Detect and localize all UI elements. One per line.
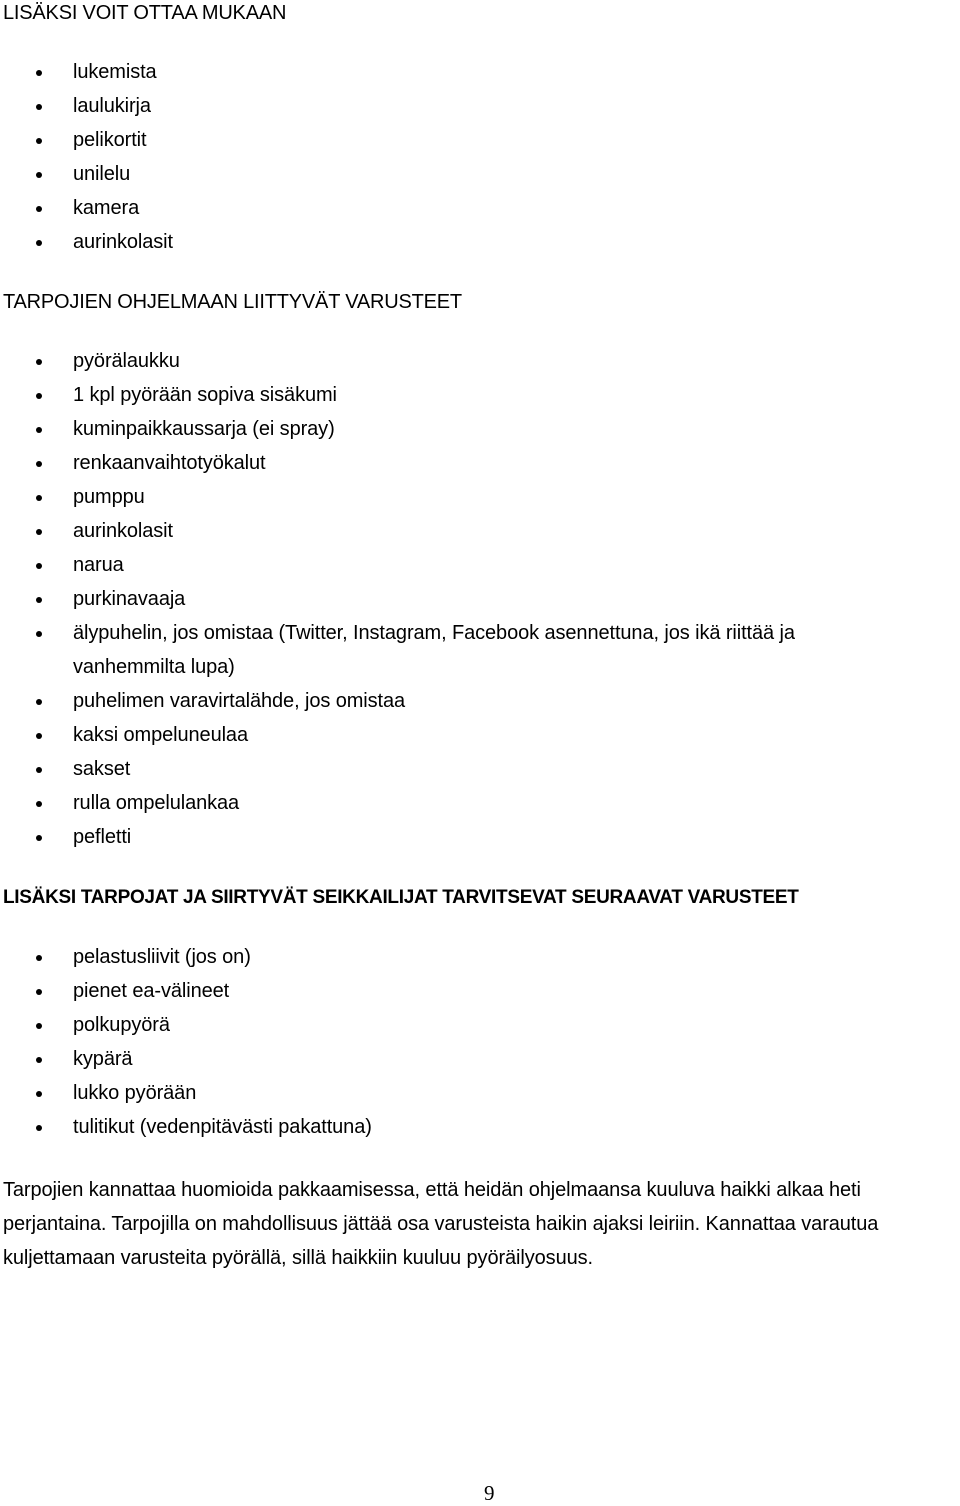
bullet-icon	[36, 1057, 42, 1063]
tarpoja-gear-list	[0, 344, 960, 854]
list-item: pefletti	[0, 820, 960, 854]
list-item: renkaanvaihtotyökalut	[0, 446, 960, 480]
bullet-icon	[36, 104, 42, 110]
list-item: kuminpaikkaussarja (ei spray)	[0, 412, 960, 446]
list-item: pumppu	[0, 480, 960, 514]
bullet-icon	[36, 835, 42, 841]
list-item: kaksi ompeluneulaa	[0, 718, 960, 752]
bullet-icon	[36, 240, 42, 246]
bullet-icon	[36, 359, 42, 365]
list-item: sakset	[0, 752, 960, 786]
list-item: puhelimen varavirtalähde, jos omistaa	[0, 684, 960, 718]
list-item: purkinavaaja	[0, 582, 960, 616]
list-item: kamera	[0, 191, 960, 225]
list-item: pyörälaukku	[0, 344, 960, 378]
list-item: aurinkolasit	[0, 225, 960, 259]
bullet-icon	[36, 206, 42, 212]
list-item: lukko pyörään	[0, 1076, 960, 1110]
list-item: pelastusliivit (jos on)	[0, 940, 960, 974]
section-heading-additional-gear: LISÄKSI TARPOJAT JA SIIRTYVÄT SEIKKAILIJAT TARVITSEVAT SEURAAVAT VARUSTEET	[3, 887, 799, 908]
list-item: lukemista	[0, 55, 960, 89]
list-item: laulukirja	[0, 89, 960, 123]
bullet-icon	[36, 801, 42, 807]
bullet-icon	[36, 529, 42, 535]
list-item: narua	[0, 548, 960, 582]
list-item: tulitikut (vedenpitävästi pakattuna)	[0, 1110, 960, 1144]
list-item: aurinkolasit	[0, 514, 960, 548]
list-item: pienet ea-välineet	[0, 974, 960, 1008]
list-item: kypärä	[0, 1042, 960, 1076]
bullet-icon	[36, 495, 42, 501]
bullet-icon	[36, 955, 42, 961]
bullet-icon	[36, 461, 42, 467]
section-heading-tarpoja-gear: TARPOJIEN OHJELMAAN LIITTYVÄT VARUSTEET	[3, 291, 462, 313]
bullet-icon	[36, 1091, 42, 1097]
list-item: älypuhelin, jos omistaa (Twitter, Instagram, Facebook asennettuna, jos ikä riittää ja vanhemmilta lupa)	[0, 616, 893, 684]
bullet-icon	[36, 699, 42, 705]
bullet-icon	[36, 733, 42, 739]
section-heading-optional-items: LISÄKSI VOIT OTTAA MUKAAN	[3, 2, 287, 24]
bullet-icon	[36, 427, 42, 433]
additional-gear-list	[0, 940, 960, 1144]
bullet-icon	[36, 393, 42, 399]
bullet-icon	[36, 70, 42, 76]
bullet-icon	[36, 563, 42, 569]
bullet-icon	[36, 138, 42, 144]
info-paragraph: Tarpojien kannattaa huomioida pakkaamisessa, että heidän ohjelmaansa kuuluva haikki alkaa heti perjantaina. Tarpojilla on mahdollisuus jättää osa varusteista haikin ajaksi leiriin. Kannattaa varautua kuljettamaan varusteita pyörällä, sillä haikkiin kuuluu pyöräilyosuus.	[3, 1179, 879, 1269]
bullet-icon	[36, 1125, 42, 1131]
bullet-icon	[36, 1023, 42, 1029]
list-item: polkupyörä	[0, 1008, 960, 1042]
bullet-icon	[36, 631, 42, 637]
bullet-icon	[36, 767, 42, 773]
page-number: 9	[484, 1481, 495, 1505]
bullet-icon	[36, 989, 42, 995]
list-item: pelikortit	[0, 123, 960, 157]
bullet-icon	[36, 172, 42, 178]
list-item: rulla ompelulankaa	[0, 786, 960, 820]
optional-items-list	[0, 55, 960, 259]
list-item: unilelu	[0, 157, 960, 191]
list-item: 1 kpl pyörään sopiva sisäkumi	[0, 378, 960, 412]
bullet-icon	[36, 597, 42, 603]
